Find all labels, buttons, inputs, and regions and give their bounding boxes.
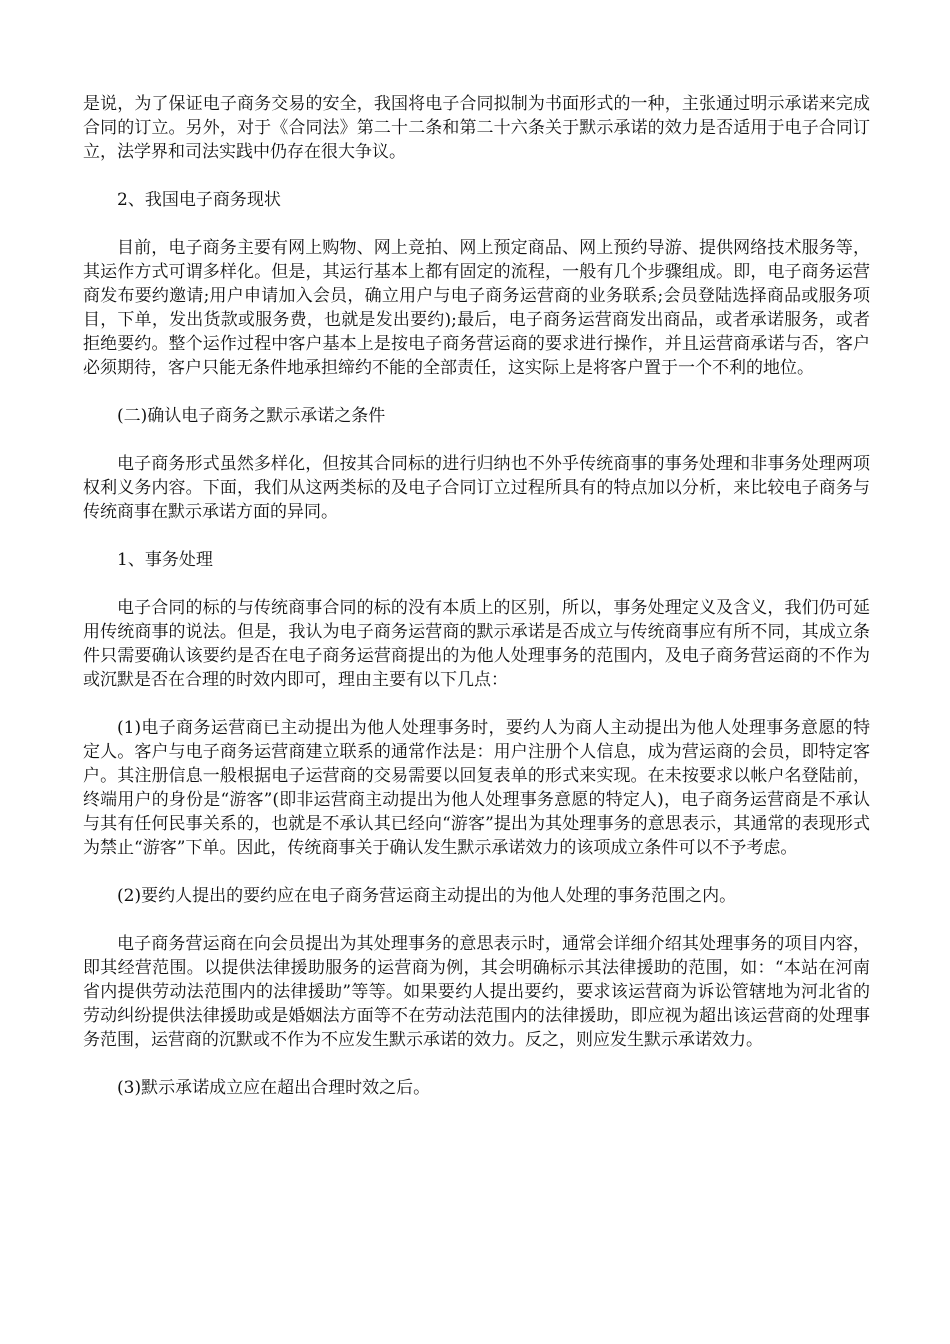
paragraph-point-2: (2)要约人提出的要约应在电子商务营运商主动提出的为他人处理的事务范围之内。 [117,886,737,906]
paragraph-point-1: (1)电子商务运营商已主动提出为他人处理事务时，要约人为商人主动提出为他人处理事务意愿的特定人。客户与电子商务运营商建立联系的通常作法是：用户注册个人信息，成为营运商的会员，即特定客户。其注册信息一般根据电子运营商的交易需要以回复表单的形式来实现。在未按要求以帐户名登陆前，终端用户的身份是“游客”(即非运营商主动提出为他人处理事务意愿的特定人)，电子商务运营商是不承认与其有任何民事关系的，也就是不承认其已经向“游客”提出为其处理事务的意思表示，其通常的表现形式为禁止“游客”下单。因此，传统商事关于确认发生默示承诺效力的该项成立条件可以不予考虑。 [83,718,870,858]
paragraph-business-scope: 电子商务营运商在向会员提出为其处理事务的意思表示时，通常会详细介绍其处理事务的项目内容，即其经营范围。以提供法律援助服务的运营商为例，其会明确标示其法律援助的范围，如：“本站在河南省内提供劳动法范围内的法律援助”等等。如果要约人提出要约，要求该运营商为诉讼管辖地为河北省的劳动纠纷提供法律援助或是婚姻法方面等不在劳动法范围内的法律援助，即应视为超出该运营商的处理事务范围，运营商的沉默或不作为不应发生默示承诺的效力。反之，则应发生默示承诺效力。 [83,934,870,1050]
paragraph-continuation: 是说，为了保证电子商务交易的安全，我国将电子合同拟制为书面形式的一种，主张通过明示承诺来完成合同的订立。另外，对于《合同法》第二十二条和第二十六条关于默示承诺的效力是否适用于电子合同订立，法学界和司法实践中仍存在很大争议。 [83,94,870,162]
section-heading-ecommerce-status: 2、我国电子商务现状 [117,190,281,210]
paragraph-point-3: (3)默示承诺成立应在超出合理时效之后。 [117,1078,431,1098]
paragraph-affairs-handling: 电子合同的标的与传统商事合同的标的没有本质上的区别，所以，事务处理定义及含义，我们仍可延用传统商事的说法。但是，我认为电子商务运营商的默示承诺是否成立与传统商事应有所不同，其成立条件只需要确认该要约是否在电子商务运营商提出的为他人处理事务的范围内，及电子商务营运商的不作为或沉默是否在合理的时效内即可，理由主要有以下几点： [83,598,870,690]
document-page [83,92,870,1124]
paragraph-forms-of-ecommerce: 电子商务形式虽然多样化，但按其合同标的进行归纳也不外乎传统商事的事务处理和非事务处理两项权利义务内容。下面，我们从这两类标的及电子合同订立过程所具有的特点加以分析，来比较电子商务与传统商事在默示承诺方面的异同。 [83,454,870,522]
section-heading-affairs-handling: 1、事务处理 [117,550,213,570]
paragraph-ecommerce-status: 目前，电子商务主要有网上购物、网上竞拍、网上预定商品、网上预约导游、提供网络技术服务等，其运作方式可谓多样化。但是，其运行基本上都有固定的流程，一般有几个步骤组成。即，电子商务运营商发布要约邀请;用户申请加入会员，确立用户与电子商务运营商的业务联系;会员登陆选择商品或服务项目，下单，发出货款或服务费，也就是发出要约);最后，电子商务运营商发出商品，或者承诺服务，或者拒绝要约。整个运作过程中客户基本上是按电子商务营运商的要求进行操作，并且运营商承诺与否，客户必须期待，客户只能无条件地承担缔约不能的全部责任，这实际上是将客户置于一个不利的地位。 [83,238,870,378]
section-heading-implied-acceptance-conditions: (二)确认电子商务之默示承诺之条件 [117,406,386,426]
